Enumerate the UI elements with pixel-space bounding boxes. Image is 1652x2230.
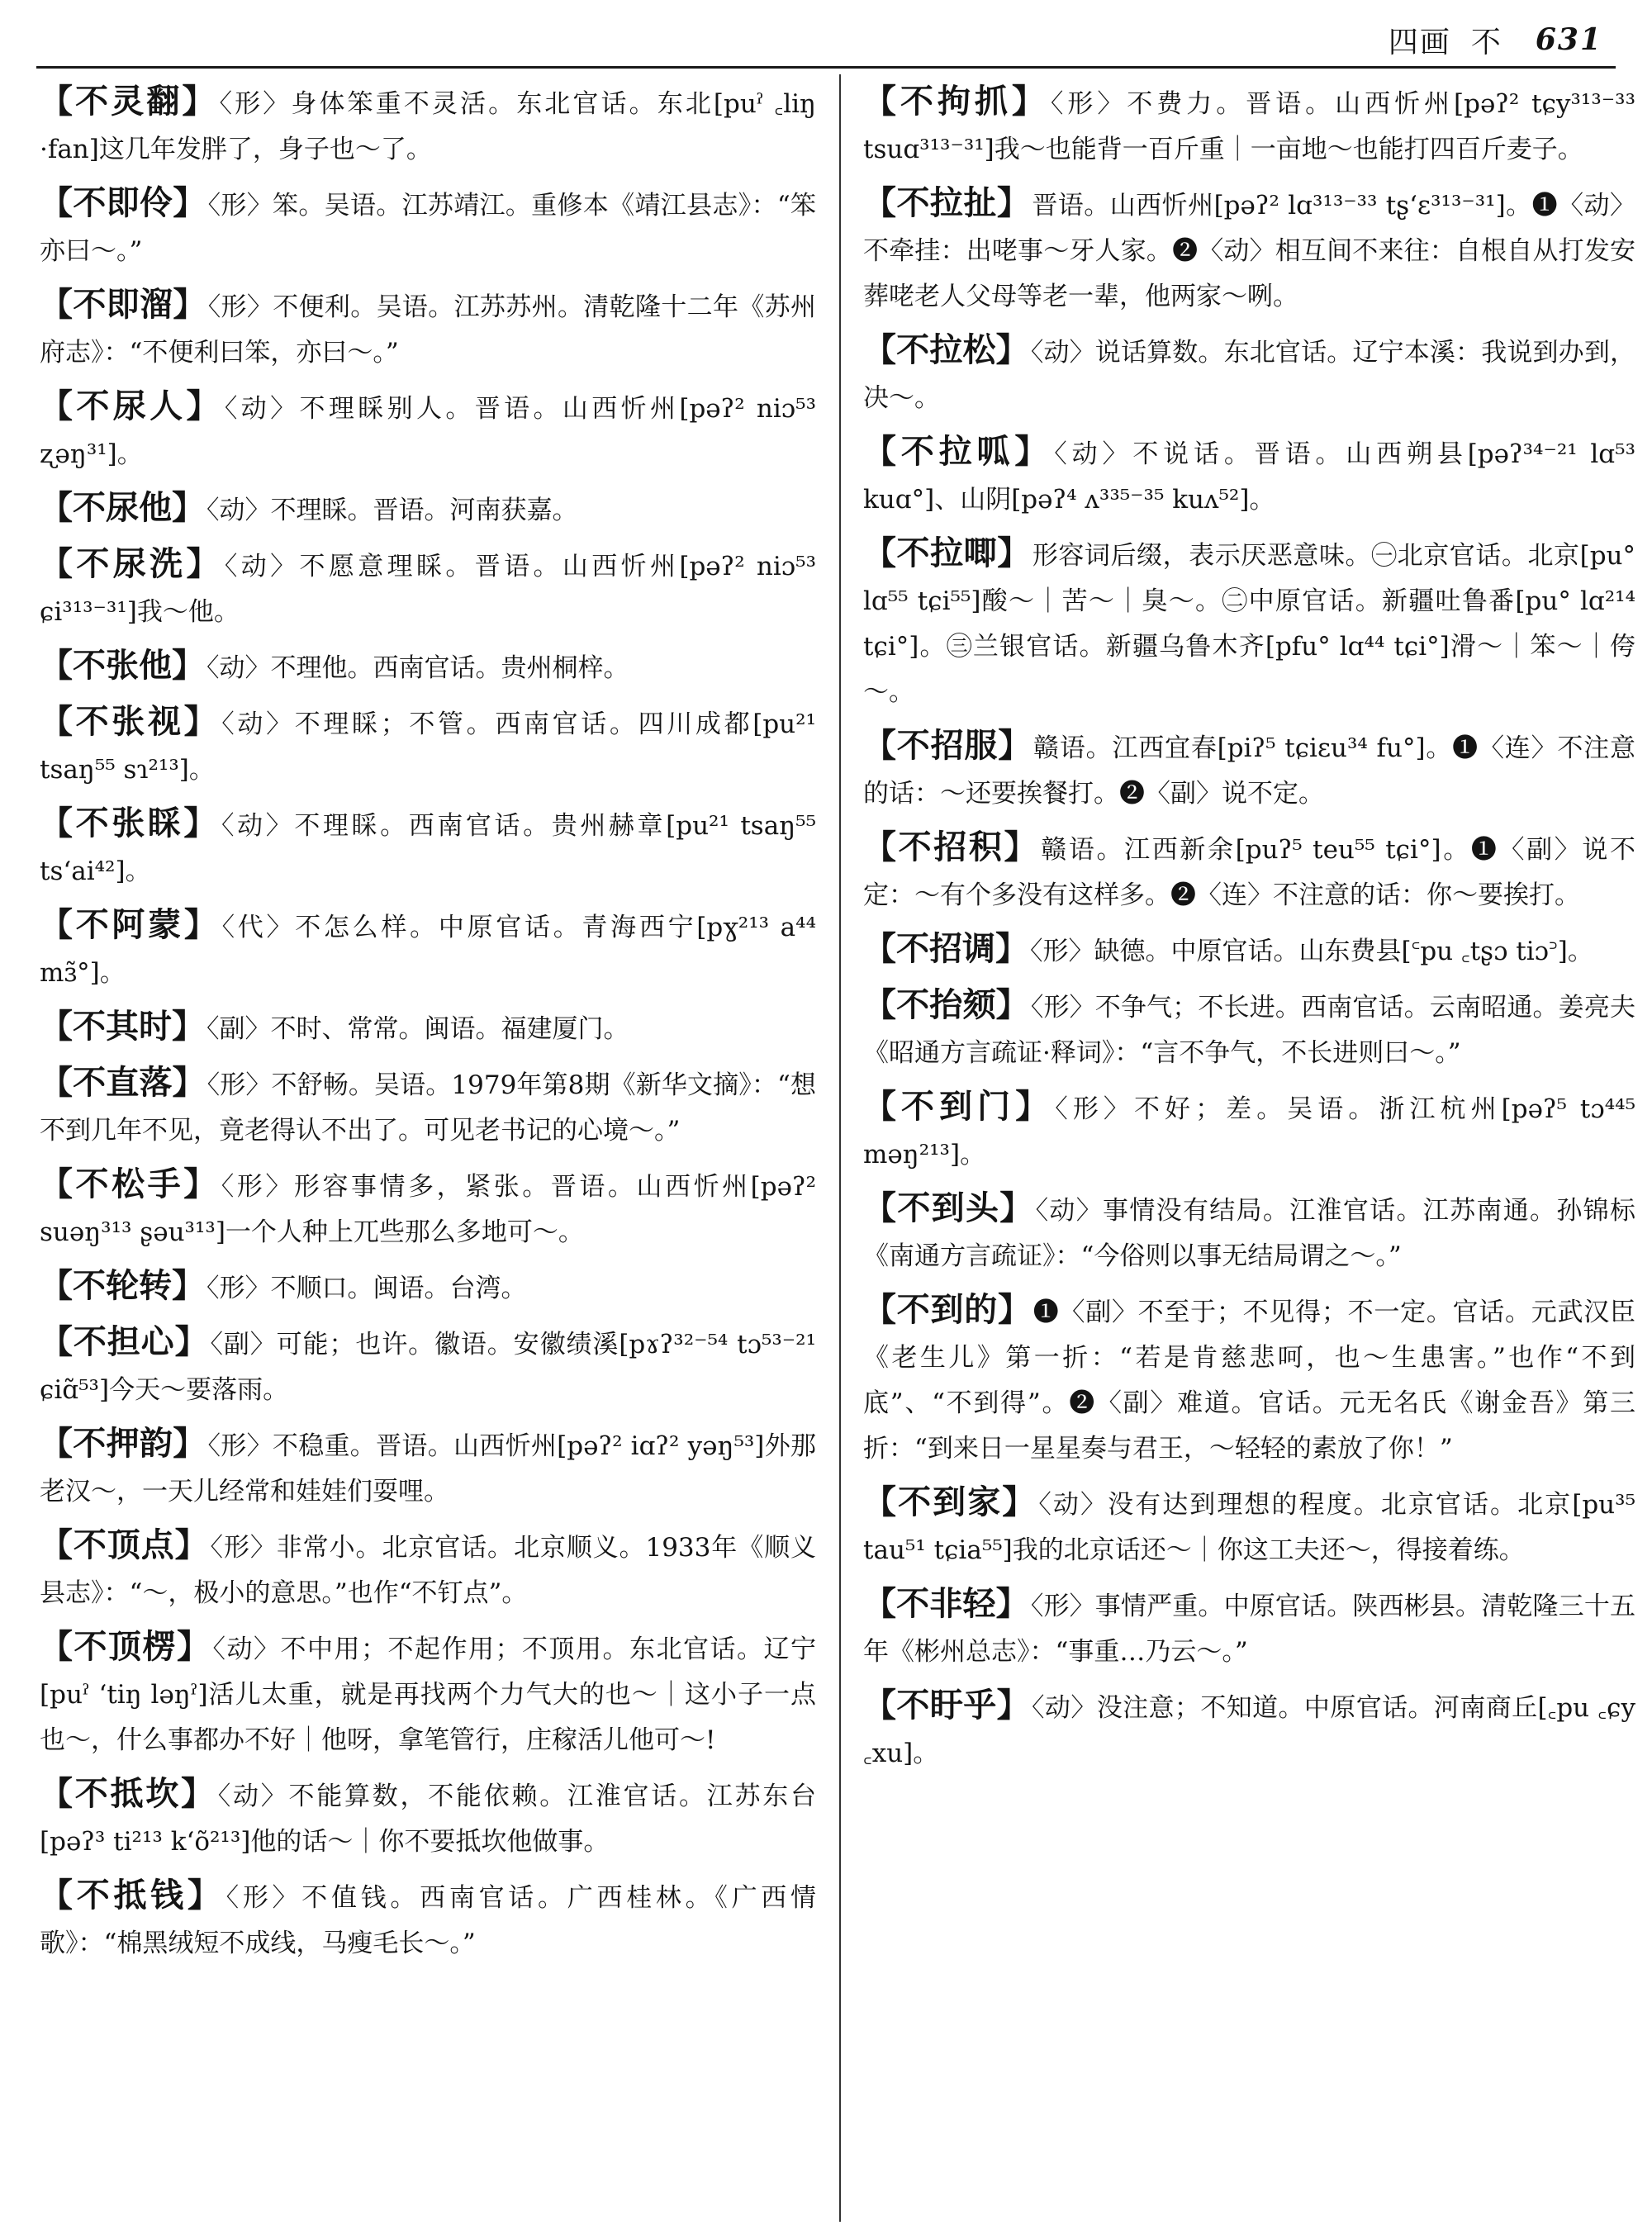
entry-headword: 【不押韵】 xyxy=(40,1424,206,1463)
entry-headword: 【不即溜】 xyxy=(40,285,206,324)
entry-headword: 【不拉呱】 xyxy=(863,432,1053,471)
column-divider xyxy=(839,74,841,2222)
entry-definition: 〈形〉身体笨重不灵活。东北官话。东北[puˀ ꜀liŋ ·fan]这几年发胖了，身子也～了。 xyxy=(40,89,816,164)
dictionary-entry xyxy=(863,1581,1635,1675)
dictionary-entry xyxy=(40,78,816,173)
entry-headword: 【不灵翻】 xyxy=(40,82,218,121)
entry-definition: 〈动〉不理睬。晋语。河南获嘉。 xyxy=(206,496,578,525)
entry-definition: 〈动〉不能算数，不能依赖。江淮官话。江苏东台[pəʔ³ ti²¹³ k‘õ²¹³]他的话～｜你不要抵坎他做事。 xyxy=(40,1782,816,1857)
entry-definition: 〈动〉说话算数。东北官话。辽宁本溪：我说到办到，决～。 xyxy=(863,338,1635,413)
dictionary-entry xyxy=(40,541,816,635)
entry-definition: 晋语。山西忻州[pəʔ² lɑ³¹³⁻³³ tʂ‘ɛ³¹³⁻³¹]。❶〈动〉不牵挂：出咾事～牙人家。❷〈动〉相互间不来往：自根自从打发安葬咾老人父母等老一辈，他两家～咧。 xyxy=(863,191,1635,311)
entry-definition: 〈动〉没有达到理想的程度。北京官话。北京[pu³⁵ tau⁵¹ tɕia⁵⁵]我的北京话还～｜你这工夫还～，得接着练。 xyxy=(863,1490,1635,1565)
dictionary-entry xyxy=(40,1771,816,1865)
entry-headword: 【不张视】 xyxy=(40,702,221,741)
entry-definition: 〈形〉非常小。北京官话。北京顺义。1933年《顺义县志》：“～，极小的意思。”也作“不钉点”。 xyxy=(40,1533,816,1608)
entry-definition: 〈动〉不理他。西南官话。贵州桐梓。 xyxy=(206,653,629,683)
entry-headword: 【不拉松】 xyxy=(863,330,1029,369)
entry-definition: 〈形〉不顺口。闽语。台湾。 xyxy=(206,1274,527,1303)
entry-definition: 〈代〉不怎么样。中原官话。青海西宁[pɣ²¹³ a⁴⁴ mɜ̃°]。 xyxy=(40,913,816,988)
dictionary-entry xyxy=(863,1084,1635,1178)
entry-headword: 【不其时】 xyxy=(40,1007,205,1046)
dictionary-entry xyxy=(40,1522,816,1616)
entry-headword: 【不盱乎】 xyxy=(863,1686,1031,1725)
dictionary-entry xyxy=(40,902,816,996)
entry-definition: 〈形〉不值钱。西南官话。广西桂林。《广西情歌》：“棉黑绒短不成线，马瘦毛长～。” xyxy=(40,1883,816,1958)
dictionary-entry xyxy=(863,327,1635,421)
header-rule xyxy=(36,66,1616,69)
entry-definition: 形容词后缀，表示厌恶意味。㊀北京官话。北京[pu° lɑ⁵⁵ tɕi⁵⁵]酸～｜苦～｜臭～。㊁中原官话。新疆吐鲁番[pu° lɑ²¹⁴ tɕi°]。㊂兰银官话。新疆乌鲁木齐[pfu° lɑ⁴⁴ tɕi°]滑～｜笨～｜侉～。 xyxy=(863,541,1635,707)
entry-definition: 〈动〉没注意；不知道。中原官话。河南商丘[꜀pu ꜀ɕy ꜀xu]。 xyxy=(863,1693,1635,1768)
entry-headword: 【不张他】 xyxy=(40,646,205,685)
entry-definition: 〈形〉不好；差。吴语。浙江杭州[pəʔ⁵ tɔ⁴⁴⁵ məŋ²¹³]。 xyxy=(863,1094,1635,1170)
entry-headword: 【不拘抓】 xyxy=(863,82,1049,121)
entry-headword: 【不松手】 xyxy=(40,1165,220,1203)
entry-headword: 【不到头】 xyxy=(863,1189,1034,1227)
dictionary-entry xyxy=(40,1421,816,1515)
dictionary-entry xyxy=(40,1263,816,1312)
entry-headword: 【不直落】 xyxy=(40,1063,206,1102)
entry-definition: 赣语。江西新余[puʔ⁵ teu⁵⁵ tɕi°]。❶〈副〉说不定：～有个多没有这样多。❷〈连〉不注意的话：你～要挨打。 xyxy=(863,835,1635,910)
entry-headword: 【不尿洗】 xyxy=(40,544,223,583)
entry-headword: 【不阿蒙】 xyxy=(40,905,221,944)
entry-headword: 【不轮转】 xyxy=(40,1266,205,1305)
dictionary-entry xyxy=(40,643,816,691)
entry-headword: 【不张睬】 xyxy=(40,804,221,842)
entry-headword: 【不尿他】 xyxy=(40,488,205,527)
dictionary-entry xyxy=(40,1004,816,1052)
entry-definition: 〈动〉不理睬；不管。西南官话。四川成都[pu²¹ tsaŋ⁵⁵ sɿ²¹³]。 xyxy=(40,709,816,785)
entry-definition: 〈形〉不费力。晋语。山西忻州[pəʔ² tɕy³¹³⁻³³ tsuɑ³¹³⁻³¹]我～也能背一百斤重｜一亩地～也能打四百斤麦子。 xyxy=(863,89,1635,164)
entry-headword: 【不到的】 xyxy=(863,1290,1032,1329)
entry-headword: 【不尿人】 xyxy=(40,387,223,425)
dictionary-entry xyxy=(40,1872,816,1967)
entry-definition: 〈动〉不说话。晋语。山西朔县[pəʔ³⁴⁻²¹ lɑ⁵³ kuɑ°]、山阴[pəʔ⁴ ʌ³³⁵⁻³⁵ kuʌ⁵²]。 xyxy=(863,439,1635,515)
entry-headword: 【不顶楞】 xyxy=(40,1627,211,1666)
left-column xyxy=(40,78,816,2218)
dictionary-entry xyxy=(863,429,1635,523)
dictionary-entry xyxy=(40,1624,816,1763)
dictionary-entry xyxy=(863,824,1635,918)
entry-headword: 【不抵钱】 xyxy=(40,1876,225,1914)
dictionary-entry xyxy=(863,530,1635,715)
entry-definition: 〈形〉形容事情多，紧张。晋语。山西忻州[pəʔ² suəŋ³¹³ ʂəu³¹³]一个人种上兀些那么多地可～。 xyxy=(40,1172,816,1247)
entry-definition: 〈形〉笨。吴语。江苏靖江。重修本《靖江县志》：“笨亦曰～。” xyxy=(40,191,816,266)
entry-headword: 【不担心】 xyxy=(40,1322,209,1361)
dictionary-entry xyxy=(863,723,1635,817)
dictionary-entry xyxy=(863,180,1635,320)
right-column xyxy=(863,78,1635,2218)
entry-definition: 〈动〉不理睬别人。晋语。山西忻州[pəʔ² niɔ⁵³ ʐəŋ³¹]。 xyxy=(40,394,816,469)
dictionary-entry xyxy=(40,699,816,793)
dictionary-entry xyxy=(40,485,816,534)
entry-definition: 〈形〉不舒畅。吴语。1979年第8期《新华文摘》：“想不到几年不见，竟老得认不出了。可见老书记的心境～。” xyxy=(40,1070,816,1146)
entry-headword: 【不到家】 xyxy=(863,1483,1037,1521)
page-number: 631 xyxy=(1535,22,1602,57)
dictionary-entry xyxy=(863,1682,1635,1777)
entry-headword: 【不拉扯】 xyxy=(863,183,1031,222)
entry-definition: 〈副〉可能；也许。徽语。安徽绩溪[pɤʔ³²⁻⁵⁴ tɔ⁵³⁻²¹ ɕiɑ̃⁵³]今天～要落雨。 xyxy=(40,1330,816,1405)
dictionary-entry xyxy=(40,1060,816,1154)
entry-definition: ❶〈副〉不至于；不见得；不一定。官话。元武汉臣《老生儿》第一折：“若是肯慈悲呵，也～生患害。”也作“不到底”、“不到得”。❷〈副〉难道。官话。元无名氏《谢金吾》第三折：“到来日一星星奏与君王，～轻轻的素放了你！” xyxy=(863,1298,1635,1464)
dictionary-entry xyxy=(863,1479,1635,1573)
entry-definition: 〈形〉缺德。中原官话。山东费县[꜂pu ꜀tʂɔ tiɔ꜄]。 xyxy=(1030,937,1593,966)
dictionary-entry xyxy=(863,1287,1635,1472)
entry-headword: 【不招积】 xyxy=(863,828,1040,866)
dictionary-entry xyxy=(863,1185,1635,1279)
dictionary-entry xyxy=(863,926,1635,975)
dictionary-entry xyxy=(863,78,1635,173)
entry-headword: 【不到门】 xyxy=(863,1087,1054,1126)
header-character: 不 xyxy=(1470,25,1502,59)
dictionary-entry xyxy=(40,180,816,274)
entry-headword: 【不拉唧】 xyxy=(863,534,1031,572)
dictionary-entry xyxy=(40,282,816,376)
dictionary-entry xyxy=(40,383,816,477)
entry-definition: 〈形〉不争气；不长进。西南官话。云南昭通。姜亮夫《昭通方言疏证·释词》：“言不争气，不长进则曰～。” xyxy=(863,993,1635,1068)
section-label: 四画 xyxy=(1388,25,1451,59)
entry-headword: 【不顶点】 xyxy=(40,1525,209,1564)
dictionary-entry xyxy=(40,1161,816,1255)
dictionary-entry xyxy=(40,1319,816,1413)
dictionary-entry xyxy=(40,800,816,894)
entry-definition: 〈动〉不中用；不起作用；不顶用。东北官话。辽宁[puˀ ‘tiŋ ləŋˀ]活儿太重，就是再找两个力气大的也～｜这小子一点也～，什么事都办不好｜他呀，拿笔管行，庄稼活儿他可～! xyxy=(40,1635,816,1755)
entry-definition: 〈动〉事情没有结局。江淮官话。江苏南通。孙锦标《南通方言疏证》：“今俗则以事无结局谓之～。” xyxy=(863,1196,1635,1271)
entry-definition: 〈副〉不时、常常。闽语。福建厦门。 xyxy=(206,1014,629,1044)
entry-definition: 〈形〉不稳重。晋语。山西忻州[pəʔ² iɑʔ² yəŋ⁵³]外那老汉～，一天儿经常和娃娃们耍哩。 xyxy=(40,1431,816,1506)
entry-definition: 〈形〉不便利。吴语。江苏苏州。清乾隆十二年《苏州府志》：“不便利曰笨，亦曰～。” xyxy=(40,292,816,368)
dictionary-entry xyxy=(863,982,1635,1076)
page-header xyxy=(50,17,1602,63)
entry-headword: 【不非轻】 xyxy=(863,1584,1029,1623)
entry-definition: 赣语。江西宜春[piʔ⁵ tɕiɛu³⁴ fu°]。❶〈连〉不注意的话：～还要挨餐打。❷〈副〉说不定。 xyxy=(863,733,1635,809)
entry-headword: 【不招服】 xyxy=(863,726,1032,765)
entry-headword: 【不抵坎】 xyxy=(40,1774,216,1813)
entry-definition: 〈动〉不理睬。西南官话。贵州赫章[pu²¹ tsaŋ⁵⁵ ts‘ai⁴²]。 xyxy=(40,811,816,886)
entry-definition: 〈形〉事情严重。中原官话。陕西彬县。清乾隆三十五年《彬州总志》：“事重…乃云～。” xyxy=(863,1592,1635,1667)
entry-headword: 【不抬颏】 xyxy=(863,985,1029,1024)
entry-headword: 【不招调】 xyxy=(863,929,1028,968)
entry-definition: 〈动〉不愿意理睬。晋语。山西忻州[pəʔ² niɔ⁵³ ɕi³¹³⁻³¹]我～他。 xyxy=(40,552,816,627)
entry-headword: 【不即伶】 xyxy=(40,183,206,222)
